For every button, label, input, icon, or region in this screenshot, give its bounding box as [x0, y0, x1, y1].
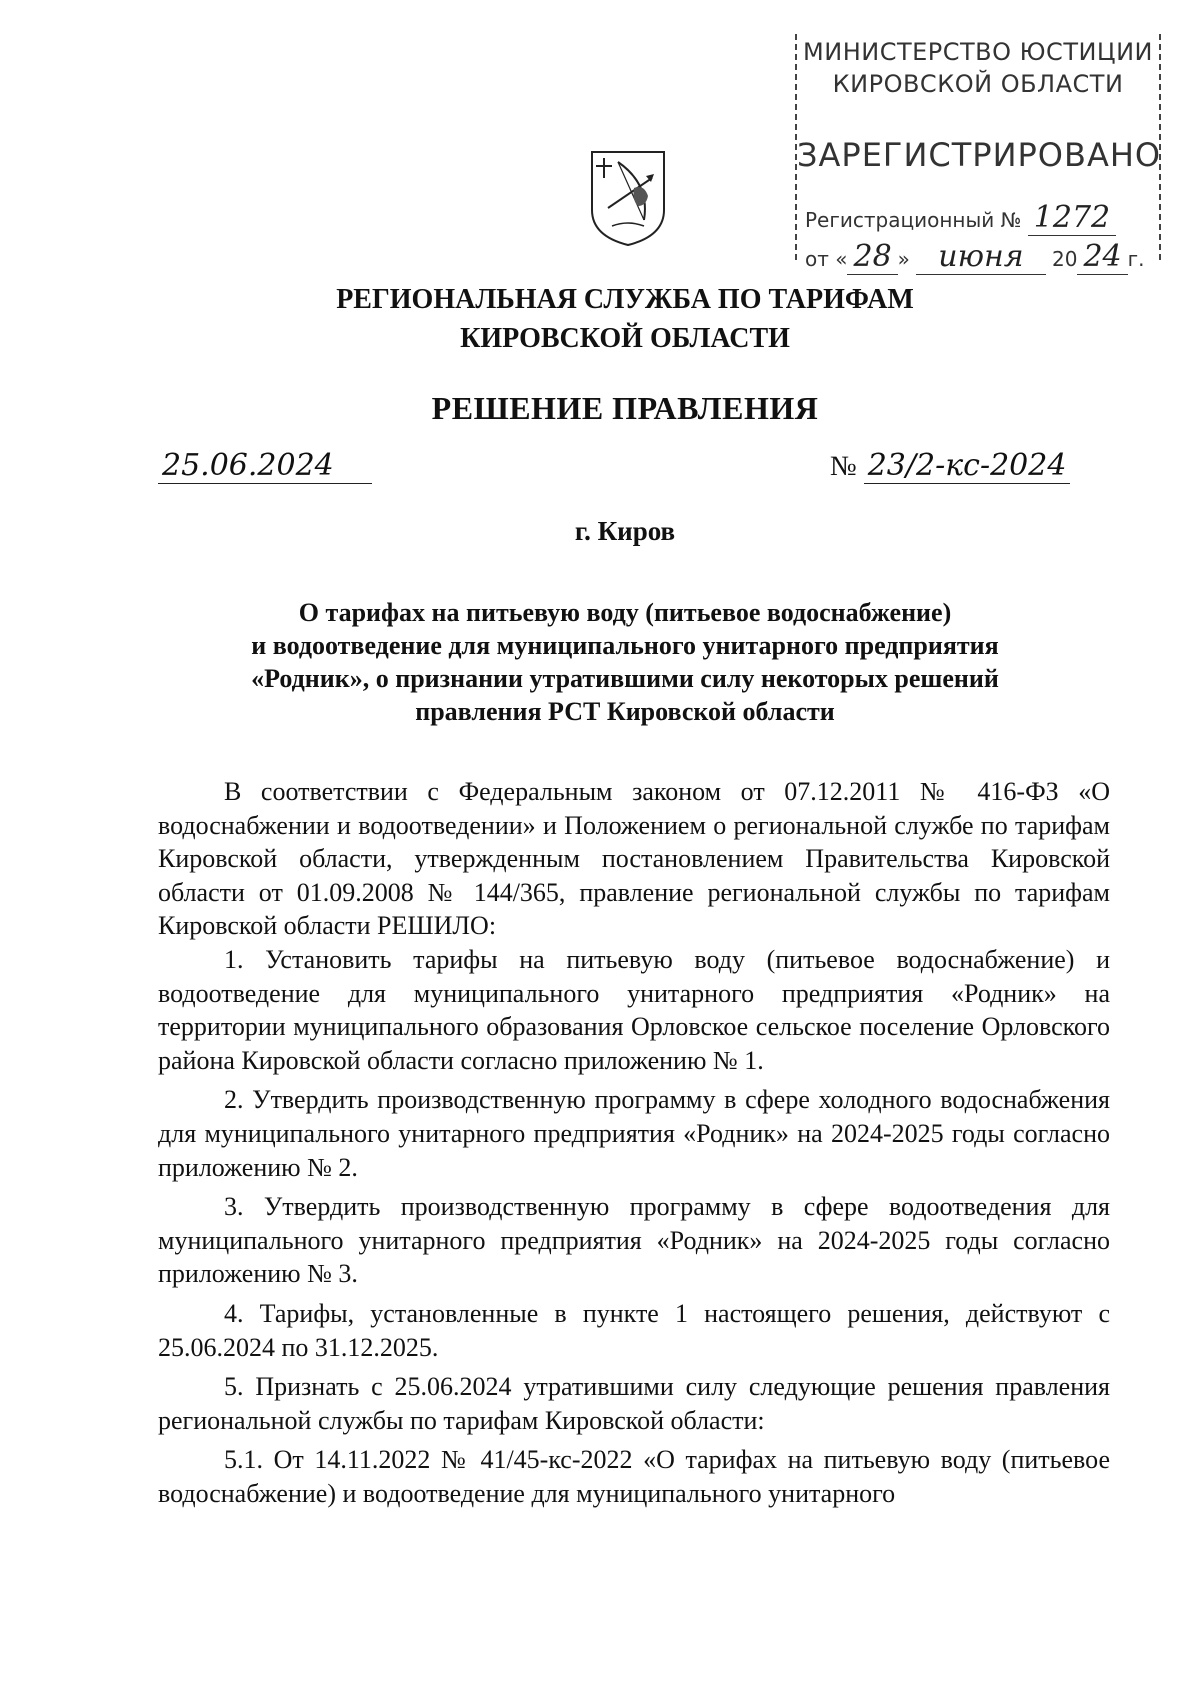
organization-title-line1: РЕГИОНАЛЬНАЯ СЛУЖБА ПО ТАРИФАМ — [336, 284, 914, 315]
stamp-registration-number: 1272 — [1028, 200, 1116, 236]
registration-stamp — [795, 34, 1162, 274]
item-4-paragraph: 4. Тарифы, установленные в пункте 1 настоящего решения, действуют с 25.06.2024 по 31.12.2025. — [158, 1298, 1110, 1362]
stamp-date-month: июня — [916, 239, 1045, 275]
decision-subject — [180, 596, 1070, 728]
coat-of-arms-icon — [588, 148, 668, 248]
subject-line: и водоотведение для муниципального унитарного предприятия — [251, 631, 999, 660]
stamp-date-mid: » — [897, 247, 910, 271]
stamp-date-prefix: от « — [805, 247, 848, 271]
city-line: г. Киров — [574, 516, 676, 546]
decision-number: 23/2-кс-2024 — [864, 448, 1071, 484]
document-type-title: РЕШЕНИЕ ПРАВЛЕНИЯ — [431, 390, 819, 426]
stamp-date-year-prefix: 20 — [1052, 247, 1078, 271]
stamp-date-year: 24 — [1077, 239, 1127, 275]
number-sign: № — [830, 451, 857, 482]
item-5-1-paragraph: 5.1. От 14.11.2022 № 41/45-кс-2022 «О тарифах на питьевую воду (питьевое водоснабжение) и водоотведение для муниципального унитарного — [158, 1445, 1110, 1508]
stamp-date-row — [805, 239, 1145, 274]
item-5-paragraph: 5. Признать с 25.06.2024 утратившими силу следующие решения правления региональной службы по тарифам Кировской области: — [158, 1372, 1110, 1435]
subject-line: «Родник», о признании утратившими силу некоторых решений — [251, 664, 999, 693]
stamp-ministry-line: МИНИСТЕРСТВО ЮСТИЦИИ — [803, 38, 1153, 66]
stamp-registration-label: Регистрационный № — [805, 208, 1022, 232]
decision-number-row — [830, 448, 1070, 483]
decision-body — [158, 775, 1110, 1510]
stamp-registered-line: ЗАРЕГИСТРИРОВАНО — [797, 136, 1162, 174]
preamble-paragraph: В соответствии с Федеральным законом от 07.12.2011 № 416-ФЗ «О водоснабжении и водоотведении» и Положением о региональной службе по тарифам Кировской области, утвержденным постановлением Правительства Кировской области от 01.09.2008 № 144/365, правление региональной службы по тарифам Кировской области РЕШИЛО: — [158, 777, 1110, 941]
subject-line: О тарифах на питьевую воду (питьевое водоснабжение) — [298, 598, 952, 627]
organization-title-line2: КИРОВСКОЙ ОБЛАСТИ — [460, 323, 790, 354]
stamp-date-suffix: г. — [1127, 247, 1145, 271]
subject-line: правления РСТ Кировской области — [415, 697, 835, 726]
decision-date: 25.06.2024 — [158, 448, 372, 484]
item-2-paragraph: 2. Утвердить производственную программу в сфере холодного водоснабжения для муниципального унитарного предприятия «Родник» на 2024-2025 годы согласно приложению № 2. — [158, 1085, 1110, 1182]
item-3-paragraph: 3. Утвердить производственную программу в сфере водоотведения для муниципального унитарного предприятия «Родник» на 2024-2025 годы согласно приложению № 3. — [158, 1192, 1110, 1289]
stamp-registration-number-row — [805, 200, 1116, 235]
stamp-region-line: КИРОВСКОЙ ОБЛАСТИ — [832, 70, 1124, 98]
stamp-date-day: 28 — [847, 239, 897, 275]
item-1-paragraph: 1. Установить тарифы на питьевую воду (питьевое водоснабжение) и водоотведение для муниципального унитарного предприятия «Родник» на территории муниципального образования Орловское сельское поселение Орловского района Кировской области согласно приложению № 1. — [158, 944, 1110, 1075]
